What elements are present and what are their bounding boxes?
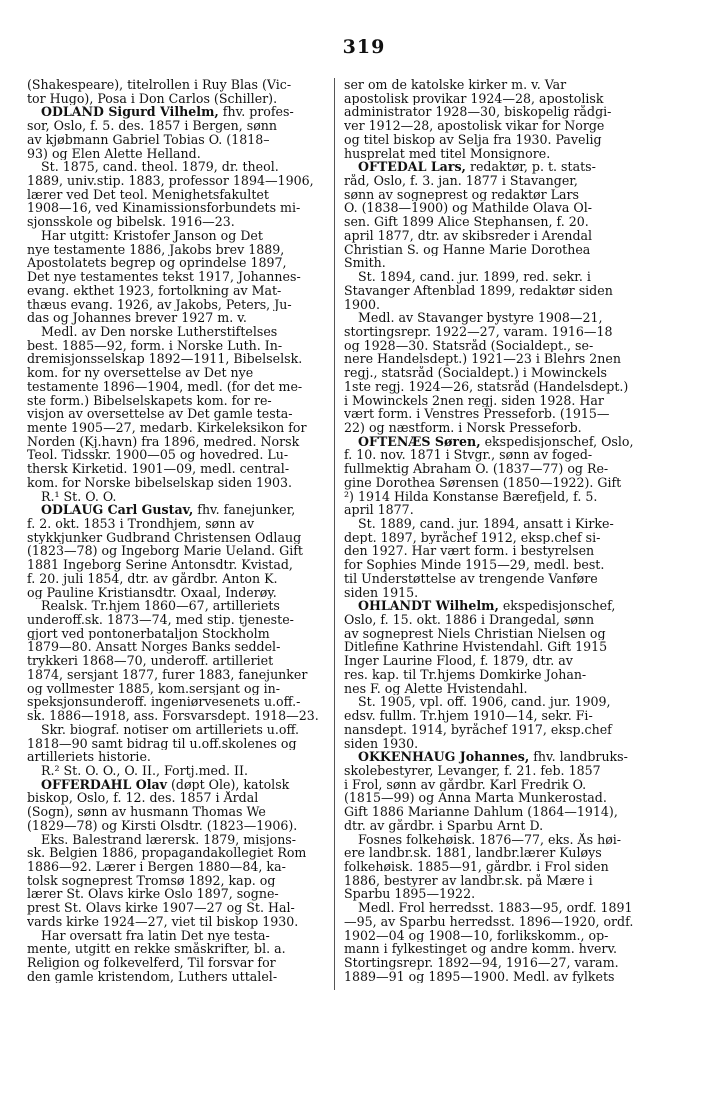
line-text: til Understøttelse av trengende Vanføre (344, 571, 598, 586)
line-text: Har utgitt: Kristofer Janson og Det (41, 228, 263, 243)
text-line (344, 490, 644, 504)
text-line (27, 778, 327, 792)
line-text: res. kap. til Tr.hjems Domkirke Johan- (344, 667, 587, 682)
text-line (27, 78, 327, 92)
line-text: og Pauline Kristiansdtr. Oxaal, Inderøy. (27, 585, 277, 600)
entry-name: ODLAND Sigurd Vilhelm, (41, 105, 219, 120)
line-text: (døpt Ole), katolsk (166, 777, 290, 792)
line-text: 1908—16, ved Kinamissionsforbundets mi- (27, 201, 301, 216)
line-text: 1881 Ingeborg Serine Antonsdtr. Kvistad, (27, 558, 293, 572)
text-line (27, 490, 327, 504)
line-text: Gift 1886 Marianne Dahlum (1864—1914), (344, 805, 618, 819)
line-text: Fosnes folkehøisk. 1876—77, eks. Ås høi- (358, 832, 622, 847)
line-text: ²) 1914 Hilda Konstanse Bærefjeld, f. 5. (344, 489, 598, 504)
text-line (344, 201, 644, 215)
line-text: redaktør, p. t. stats- (465, 160, 596, 175)
text-line (344, 147, 644, 161)
text-line (27, 462, 327, 476)
line-text: tor Hugo), Posa i Don Carlos (Schiller). (27, 91, 278, 106)
line-text: 1902—04 og 1908—10, forlikskomm., op- (344, 928, 609, 943)
text-line (344, 394, 644, 408)
line-text: Skr. biograf. notiser om artilleriets u.off. (41, 722, 299, 737)
line-text: stykkjunker Gudbrand Christensen Odlaug (27, 530, 302, 545)
line-text: gine Dorothea Sørensen (1850—1922). Gift (344, 475, 622, 490)
line-text: (1823—78) og Ingeborg Marie Ueland. Gift (27, 544, 303, 559)
line-text: sk. 1886—1918, ass. Forsvarsdept. 1918—23. (27, 709, 319, 723)
text-line (27, 572, 327, 586)
line-text: sjonsskole og bibelsk. 1916—23. (27, 215, 235, 229)
text-line (344, 558, 644, 572)
text-line (27, 448, 327, 462)
text-line (27, 860, 327, 874)
text-line (27, 613, 327, 627)
text-line (344, 613, 644, 627)
text-line (27, 311, 327, 325)
line-text: Det nye testamentes tekst 1917, Johannes- (27, 270, 301, 284)
text-line (27, 654, 327, 668)
text-line (27, 503, 327, 517)
text-line (344, 311, 644, 325)
line-text: Sparbu 1895—1922. (344, 887, 476, 902)
line-text: mente, utgitt en rekke småskrifter, bl. a. (27, 942, 286, 956)
text-line (27, 791, 327, 805)
text-line (344, 833, 644, 847)
line-text: trykkeri 1868—70, underoff. artilleriet (27, 654, 274, 668)
text-line (27, 298, 327, 312)
line-text: f. 10. nov. 1871 i Stvgr., sønn av foged- (344, 448, 593, 463)
line-text: av kjøbmann Gabriel Tobias O. (1818– (27, 132, 270, 147)
text-line (344, 270, 644, 284)
text-line (27, 915, 327, 929)
text-line (27, 201, 327, 215)
text-line (27, 723, 327, 737)
line-text: 93) og Elen Alette Helland. (27, 146, 201, 161)
text-line (344, 668, 644, 682)
line-text: ste form.) Bibelselskapets kom. for re- (27, 393, 272, 408)
text-line (344, 723, 644, 737)
text-line (27, 627, 327, 641)
text-line (344, 695, 644, 709)
line-text: kom. for ny oversettelse av Det nye (27, 366, 254, 380)
text-line (344, 709, 644, 723)
text-line (27, 92, 327, 106)
line-text: husprelat med titel Monsignore. (344, 146, 551, 161)
line-text: ver 1912—28, apostolisk vikar for Norge (344, 119, 605, 133)
line-text: f. 20. juli 1854, dtr. av gårdbr. Anton K. (27, 571, 278, 586)
line-text: Oslo, f. 15. okt. 1886 i Drangedal, sønn (344, 613, 595, 627)
page-number: 319 (342, 36, 386, 58)
line-text: råd, Oslo, f. 3. jan. 1877 i Stavanger, (344, 174, 578, 188)
text-line (344, 160, 644, 174)
line-text: siden 1930. (344, 736, 419, 751)
text-line (27, 709, 327, 723)
text-line (27, 421, 327, 435)
line-text: den 1927. Har vært form. i bestyrelsen (344, 544, 595, 559)
line-text: Inger Laurine Flood, f. 1879, dtr. av (344, 654, 573, 668)
text-line (27, 435, 327, 449)
text-line (344, 627, 644, 641)
text-line (27, 586, 327, 600)
line-text: artilleriets historie. (27, 750, 151, 764)
line-text: 22) og næstform. i Norsk Presseforb. (344, 420, 582, 435)
text-line (344, 956, 644, 970)
line-text: 1889, univ.stip. 1883, professor 1894—1906, (27, 174, 314, 188)
line-text: nye testamente 1886, Jakobs brev 1889, (27, 242, 285, 257)
line-text: thersk Kirketid. 1901—09, medl. central- (27, 462, 290, 476)
line-text: lærer ved Det teol. Menighetsfakultet (27, 187, 269, 202)
text-line (344, 750, 644, 764)
line-text: Har oversatt fra latin Det nye testa- (41, 928, 270, 943)
text-line (344, 819, 644, 833)
line-text: siden 1915. (344, 585, 419, 600)
text-line (344, 325, 644, 339)
text-line (27, 188, 327, 202)
line-text: sen. Gift 1899 Alice Stephansen, f. 20. (344, 215, 589, 229)
text-line (344, 517, 644, 531)
text-line (344, 105, 644, 119)
text-line (27, 819, 327, 833)
line-text: mente 1905—27, medarb. Kirkeleksikon for (27, 420, 307, 435)
text-line (344, 462, 644, 476)
line-text: 1ste regj. 1924—26, statsråd (Handelsdept.) (344, 379, 629, 394)
text-line (27, 352, 327, 366)
line-text: 1886, bestyrer av landbr.sk. på Mære i (344, 873, 593, 888)
text-line (344, 970, 644, 984)
text-line (27, 668, 327, 682)
text-line (27, 215, 327, 229)
text-line (27, 750, 327, 764)
text-line (27, 174, 327, 188)
text-line (344, 78, 644, 92)
line-text: fullmektig Abraham O. (1837—77) og Re- (344, 462, 609, 476)
text-line (344, 188, 644, 202)
line-text: administrator 1928—30, biskopelig rådgi- (344, 105, 612, 120)
text-line (27, 270, 327, 284)
line-text: edsv. fullm. Tr.hjem 1910—14, sekr. Fi- (344, 709, 593, 723)
text-line (344, 915, 644, 929)
line-text: i Mowinckels 2nen regj. siden 1928. Har (344, 393, 604, 408)
text-line (344, 503, 644, 517)
text-line (27, 956, 327, 970)
line-text: den gamle kristendom, Luthers uttalel- (27, 969, 278, 984)
text-line (344, 860, 644, 874)
text-line (27, 284, 327, 298)
line-text: underoff.sk. 1873—74, med stip. tjeneste- (27, 613, 294, 627)
text-line (27, 846, 327, 860)
text-line (344, 942, 644, 956)
line-text: evang. ekthet 1923, fortolkning av Mat- (27, 283, 282, 298)
line-text: Medl. av Stavanger bystyre 1908—21, (358, 311, 603, 325)
line-text: og titel biskop av Selja fra 1930. Pavelig (344, 132, 602, 147)
text-line (27, 407, 327, 421)
line-text: kom. for Norske bibelselskap siden 1903. (27, 475, 293, 490)
text-line (344, 435, 644, 449)
text-line (27, 256, 327, 270)
line-text: vært form. i Venstres Presseforb. (1915— (344, 407, 610, 421)
text-line (27, 229, 327, 243)
entry-name: OFFERDAHL Olav (41, 777, 167, 792)
text-line (27, 105, 327, 119)
line-text: nansdept. 1914, byråchef 1917, eksp.chef (344, 722, 612, 737)
line-text: og 1928—30. Statsråd (Socialdept., se- (344, 338, 594, 353)
text-line (27, 887, 327, 901)
line-text: —95, av Sparbu herredsst. 1896—1920, ordf. (344, 914, 634, 929)
text-line (27, 805, 327, 819)
line-text: (1815—99) og Anna Marta Munkerostad. (344, 791, 607, 806)
text-line (344, 737, 644, 751)
text-line (27, 517, 327, 531)
text-line (27, 558, 327, 572)
line-text: tolsk sogneprest Tromsø 1892, kap. og (27, 873, 276, 888)
line-text: sk. Belgien 1886, propagandakollegiet Rom (27, 846, 307, 860)
text-line (344, 874, 644, 888)
line-text: testamente 1896—1904, medl. (for det me- (27, 379, 303, 394)
text-line (344, 599, 644, 613)
line-text: O. (1838—1900) og Mathilde Olava Ol- (344, 201, 593, 216)
line-text: (Sogn), sønn av husmann Thomas We (27, 805, 266, 819)
text-line (344, 682, 644, 696)
line-text: Apostolatets begrep og oprindelse 1897, (27, 256, 287, 271)
line-text: sor, Oslo, f. 5. des. 1857 i Bergen, sønn (27, 119, 278, 133)
text-line (344, 366, 644, 380)
text-line (27, 901, 327, 915)
line-text: thæus evang. 1926, av Jakobs, Peters, Ju- (27, 297, 292, 312)
line-text: vards kirke 1924—27, viet til biskop 1930. (27, 914, 299, 929)
line-text: Stavanger Aftenblad 1899, redaktør siden (344, 283, 613, 298)
text-line (27, 695, 327, 709)
text-line (27, 325, 327, 339)
text-line (344, 778, 644, 792)
line-text: april 1877. (344, 503, 414, 517)
line-text: fhv. profes- (218, 105, 294, 120)
line-text: 1874, sersjant 1877, furer 1883, fanejunker (27, 667, 308, 682)
text-line (344, 791, 644, 805)
entry-name: OFTEDAL Lars, (358, 160, 466, 175)
line-text: nere Handelsdept.) 1921—23 i Blehrs 2nen (344, 352, 621, 367)
text-line (344, 544, 644, 558)
line-text: 1879—80. Ansatt Norges Banks seddel- (27, 640, 281, 655)
entry-name: OHLANDT Wilhelm, (358, 599, 499, 614)
text-line (27, 874, 327, 888)
text-line (344, 764, 644, 778)
entry-name: ODLAUG Carl Gustav, (41, 503, 194, 517)
line-text: R.¹ St. O. O. (41, 489, 117, 504)
line-text: stortingsrepr. 1922—27, varam. 1916—18 (344, 324, 613, 339)
line-text: lærer St. Olavs kirke Oslo 1897, sogne- (27, 887, 279, 902)
line-text: regj., statsråd (Socialdept.) i Mowinckels (344, 366, 607, 380)
text-line (344, 586, 644, 600)
line-text: ekspedisjonschef, (498, 599, 616, 614)
line-text: Norden (Kj.havn) fra 1896, medred. Norsk (27, 434, 300, 449)
text-line (344, 352, 644, 366)
text-line (344, 339, 644, 353)
text-line (344, 92, 644, 106)
text-line (27, 640, 327, 654)
text-line (344, 407, 644, 421)
text-line (344, 929, 644, 943)
text-line (27, 380, 327, 394)
line-text: 1889—91 og 1895—1900. Medl. av fylkets (344, 969, 615, 984)
line-text: Smith. (344, 256, 386, 271)
text-line (344, 229, 644, 243)
line-text: dremisjonsselskap 1892—1911, Bibelselsk. (27, 352, 303, 367)
text-line (344, 421, 644, 435)
text-line (344, 901, 644, 915)
line-text: apostolisk provikar 1924—28, apostolisk (344, 91, 604, 106)
line-text: Christian S. og Hanne Marie Dorothea (344, 242, 591, 257)
line-text: 1818—90 samt bidrag til u.off.skolenes og (27, 736, 297, 751)
line-text: fhv. landbruks- (529, 750, 628, 764)
line-text: ere landbr.sk. 1881, landbr.lærer Kuløys (344, 846, 602, 860)
text-line (27, 147, 327, 161)
line-text: biskop, Oslo, f. 12. des. 1857 i Årdal (27, 791, 259, 806)
text-line (27, 531, 327, 545)
text-line (27, 366, 327, 380)
line-text: 1900. (344, 297, 381, 312)
text-line (27, 133, 327, 147)
text-line (344, 119, 644, 133)
line-text: av sogneprest Niels Christian Nielsen og (344, 626, 606, 641)
text-line (344, 572, 644, 586)
column-divider (334, 78, 335, 990)
entry-name: OKKENHAUG Johannes, (358, 750, 530, 764)
line-text: skolebestyrer, Levanger, f. 21. feb. 1857 (344, 763, 601, 778)
text-line (344, 887, 644, 901)
line-text: april 1877, dtr. av skibsreder i Arendal (344, 228, 593, 243)
line-text: Teol. Tidsskr. 1900—05 og hovedred. Lu- (27, 448, 289, 463)
line-text: f. 2. okt. 1853 i Trondhjem, sønn av (27, 517, 255, 531)
line-text: og vollmester 1885, kom.sersjant og in- (27, 681, 281, 696)
text-line (344, 640, 644, 654)
text-line (27, 682, 327, 696)
text-line (344, 298, 644, 312)
text-line (344, 380, 644, 394)
text-line (344, 256, 644, 270)
text-line (27, 599, 327, 613)
line-text: das og Johannes brever 1927 m. v. (27, 311, 247, 325)
left-column (27, 78, 327, 998)
line-text: (1829—78) og Kirsti Olsdtr. (1823—1906). (27, 818, 298, 833)
line-text: mann i fylkestinget og andre komm. hverv. (344, 942, 618, 956)
text-line (344, 448, 644, 462)
line-text: 1886—92. Lærer i Bergen 1880—84, ka- (27, 859, 286, 874)
text-line (27, 737, 327, 751)
text-line (27, 942, 327, 956)
line-text: Eks. Balestrand lærersk. 1879, misjons- (41, 832, 297, 847)
text-line (344, 476, 644, 490)
text-line (27, 160, 327, 174)
line-text: ekspedisjonschef, Oslo, (480, 434, 634, 449)
line-text: nes F. og Alette Hvistendahl. (344, 681, 528, 696)
line-text: folkehøisk. 1885—91, gårdbr. i Frol siden (344, 859, 609, 874)
line-text: Medl. Frol herredsst. 1883—95, ordf. 1891 (358, 901, 633, 915)
line-text: (Shakespeare), titelrollen i Ruy Blas (Vic- (27, 78, 292, 92)
text-line (344, 846, 644, 860)
line-text: dtr. av gårdbr. i Sparbu Arnt D. (344, 818, 544, 833)
text-line (27, 833, 327, 847)
line-text: St. 1894, cand. jur. 1899, red. sekr. i (358, 270, 591, 284)
text-line (344, 805, 644, 819)
text-line (27, 764, 327, 778)
text-line (27, 119, 327, 133)
line-text: gjort ved pontonerbataljon Stockholm (27, 626, 270, 641)
text-line (27, 929, 327, 943)
line-text: Stortingsrepr. 1892—94, 1916—27, varam. (344, 956, 619, 970)
text-line (344, 243, 644, 257)
text-line (344, 133, 644, 147)
line-text: ser om de katolske kirker m. v. Var (344, 78, 567, 92)
text-line (27, 394, 327, 408)
line-text: for Sophies Minde 1915—29, medl. best. (344, 558, 605, 572)
right-column (344, 78, 644, 998)
text-line (27, 476, 327, 490)
line-text: fhv. fanejunker, (193, 503, 296, 517)
text-line (344, 654, 644, 668)
line-text: Realsk. Tr.hjem 1860—67, artilleriets (41, 599, 280, 614)
text-line (344, 284, 644, 298)
line-text: i Frol, sønn av gårdbr. Karl Fredrik O. (344, 777, 587, 792)
text-line (344, 215, 644, 229)
line-text: St. 1875, cand. theol. 1879, dr. theol. (41, 160, 279, 175)
line-text: R.² St. O. O., O. II., Fortj.med. II. (41, 763, 249, 778)
text-line (344, 531, 644, 545)
line-text: Medl. av Den norske Lutherstiftelses (41, 324, 278, 339)
line-text: Religion og folkevelferd, Til forsvar for (27, 956, 276, 970)
line-text: visjon av oversettelse av Det gamle testa- (27, 407, 293, 421)
line-text: prest St. Olavs kirke 1907—27 og St. Hal- (27, 901, 295, 915)
line-text: speksjonsunderoff. ingeniørvesenets u.off.- (27, 695, 301, 710)
line-text: Ditlefine Kathrine Hvistendahl. Gift 1915 (344, 640, 608, 655)
line-text: St. 1889, cand. jur. 1894, ansatt i Kirke- (358, 517, 614, 531)
line-text: St. 1905, vpl. off. 1906, cand. jur. 1909, (358, 695, 611, 710)
line-text: dept. 1897, byråchef 1912, eksp.chef si- (344, 530, 601, 545)
text-line (27, 339, 327, 353)
text-line (344, 174, 644, 188)
entry-name: OFTENÆS Søren, (358, 434, 481, 449)
text-line (27, 544, 327, 558)
text-line (27, 970, 327, 984)
line-text: best. 1885—92, form. i Norske Luth. In- (27, 338, 283, 353)
text-line (27, 243, 327, 257)
line-text: sønn av sogneprest og redaktør Lars (344, 187, 579, 202)
